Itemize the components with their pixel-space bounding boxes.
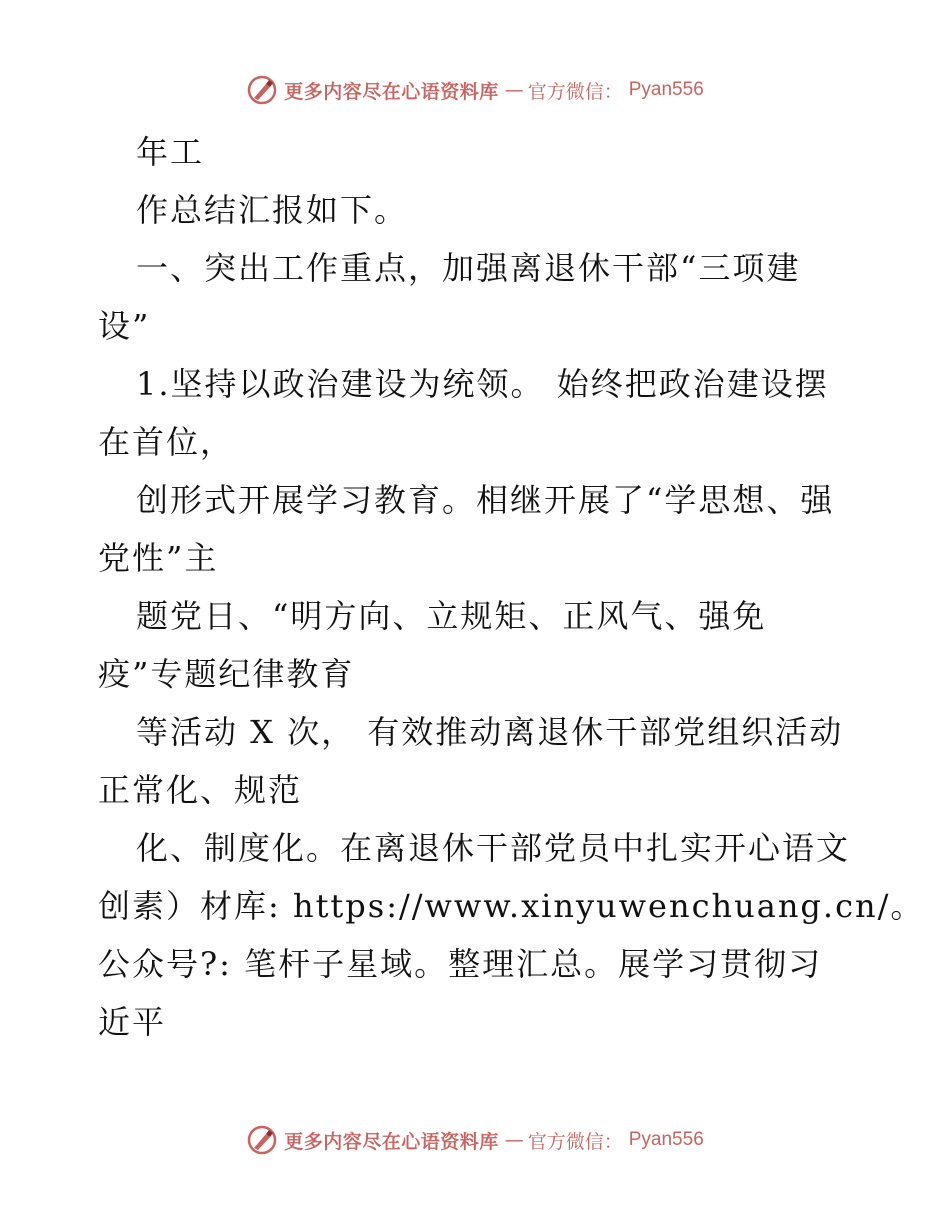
text-line: 疫”专题纪律教育 bbox=[98, 655, 355, 693]
watermark-separator: — bbox=[504, 1129, 522, 1151]
text-line: 一、突出工作重点，加强离退休干部“三项建 bbox=[136, 249, 801, 287]
watermark-contact-label: 官方微信： bbox=[527, 1130, 623, 1153]
header-watermark bbox=[0, 70, 950, 110]
text-line: 1.坚持以政治建设为统领。 始终把政治建设摆 bbox=[136, 365, 829, 403]
document-body bbox=[98, 123, 925, 1051]
text-line: 等活动 X 次， 有效推动离退休干部党组织活动 bbox=[136, 713, 844, 751]
text-line: 公众号?: 笔杆子星域。整理汇总。展学习贯彻习 bbox=[98, 945, 823, 983]
text-line: 在首位， bbox=[98, 423, 235, 461]
footer-watermark bbox=[0, 1120, 950, 1160]
text-line: 近平 bbox=[98, 1003, 167, 1041]
text-line: 创素）材库: https://www.xinyuwenchuang.cn/。 bbox=[98, 887, 925, 925]
pen-circle-logo-icon bbox=[246, 74, 278, 106]
text-line: 党性”主 bbox=[98, 539, 219, 577]
watermark-brand: 更多内容尽在心语资料库 bbox=[284, 80, 499, 103]
text-line: 年工 bbox=[136, 133, 205, 171]
text-line: 题党日、“明方向、立规矩、正风气、强免 bbox=[136, 597, 767, 635]
text-line: 正常化、规范 bbox=[98, 771, 303, 809]
text-line: 设” bbox=[98, 307, 151, 345]
watermark-contact-handle: Pyan556 bbox=[628, 79, 704, 100]
watermark-separator: — bbox=[504, 79, 522, 101]
text-line: 创形式开展学习教育。相继开展了“学思想、强 bbox=[136, 481, 835, 519]
pen-circle-logo-icon bbox=[246, 1124, 278, 1156]
watermark-contact-label: 官方微信： bbox=[527, 80, 623, 103]
text-line: 作总结汇报如下。 bbox=[136, 191, 409, 229]
text-line: 化、制度化。在离退休干部党员中扎实开心语文 bbox=[136, 829, 851, 867]
watermark-contact-handle: Pyan556 bbox=[628, 1129, 704, 1150]
watermark-brand: 更多内容尽在心语资料库 bbox=[284, 1130, 499, 1153]
